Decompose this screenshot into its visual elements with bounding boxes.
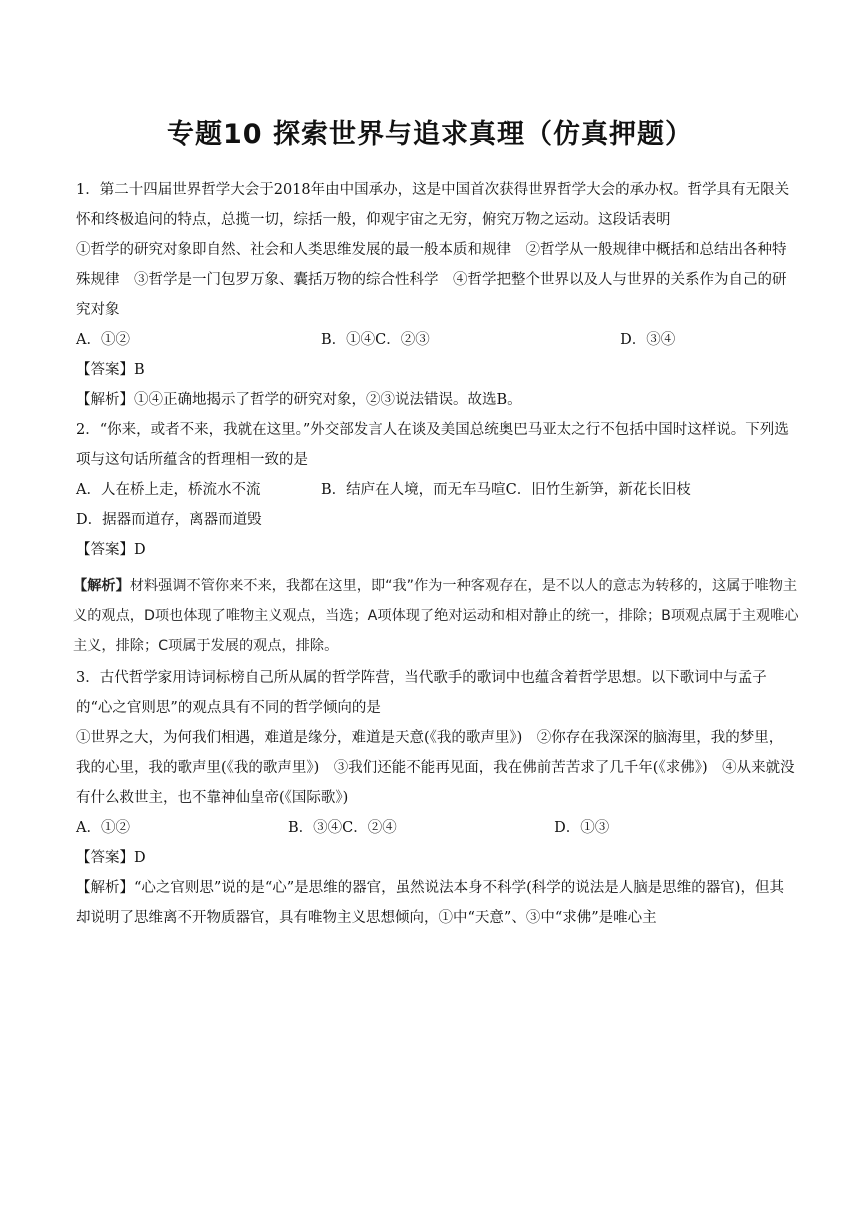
option-d: D．③④ <box>620 332 676 348</box>
analysis-label: 【解析】 <box>76 880 134 896</box>
analysis-label: 【解析】 <box>76 392 134 408</box>
option-a: A．①② <box>76 820 130 836</box>
options-list <box>76 813 796 843</box>
answer-label: 【答案】 <box>76 850 134 866</box>
option-a: A．人在桥上走，桥流水不流 <box>76 482 261 498</box>
option-a: A．①② <box>76 332 130 348</box>
option-b: B．结庐在人境，而无车马喧 <box>321 482 506 498</box>
answer-line <box>76 535 796 565</box>
analysis-text: ①④正确地揭示了哲学的研究对象，②③说法错误。故选B。 <box>134 392 522 408</box>
answer-value: B <box>134 362 145 378</box>
options-list <box>76 325 796 355</box>
analysis-image-block <box>73 571 803 661</box>
answer-value: D <box>134 542 146 558</box>
option-d: D．据器而道存，离器而道毁 <box>76 512 262 528</box>
answer-label: 【答案】 <box>76 362 134 378</box>
analysis-line <box>76 385 796 415</box>
options-list <box>76 475 796 535</box>
answer-line <box>76 843 796 873</box>
question-items: ①世界之大，为何我们相遇，难道是缘分，难道是天意(《我的歌声里》) ②你存在我深深的脑海里，我的梦里，我的心里，我的歌声里(《我的歌声里》) ③我们还能不能再见面，我在佛前苦苦求了几千年(《求佛》) ④从来就没有什么救世主，也不靠神仙皇帝(《国际歌》) <box>76 730 795 806</box>
question-2 <box>73 415 799 661</box>
question-stem: 3．古代哲学家用诗词标榜自己所从属的哲学阵营，当代歌手的歌词中也蕴含着哲学思想。以下歌词中与孟子的“心之官则思”的观点具有不同的哲学倾向的是 <box>76 670 767 716</box>
option-c: C．②④ <box>342 820 397 836</box>
page-title: 专题10 探索世界与追求真理（仿真押题） <box>167 119 693 150</box>
analysis-label: 【解析】 <box>73 578 130 594</box>
question-items: ①哲学的研究对象即自然、社会和人类思维发展的最一般本质和规律 ②哲学从一般规律中概括和总结出各种特殊规律 ③哲学是一门包罗万象、囊括万物的综合性科学 ④哲学把整个世界以及人与世界的关系作为自己的研究对象 <box>76 242 787 318</box>
answer-label: 【答案】 <box>76 542 134 558</box>
option-c: C．旧竹生新笋，新花长旧枝 <box>505 482 691 498</box>
analysis-text: 材料强调不管你来不来，我都在这里，即“我”作为一种客观存在，是不以人的意志为转移的，这属于唯物主义的观点，D项也体现了唯物主义观点，当选；A项体现了绝对运动和相对静止的统一，排除；B项观点属于主观唯心主义，排除；C项属于发展的观点，排除。 <box>73 578 799 654</box>
question-stem: 1．第二十四届世界哲学大会于2018年由中国承办，这是中国首次获得世界哲学大会的承办权。哲学具有无限关怀和终极追问的特点，总揽一切，综括一般，仰观宇宙之无穷，俯究万物之运动。这段话表明 <box>76 182 790 228</box>
option-b: B．①④ <box>321 332 376 348</box>
option-d: D．①③ <box>554 820 610 836</box>
option-b: B．③④ <box>288 820 343 836</box>
analysis-line <box>76 873 796 933</box>
document-body <box>73 175 799 933</box>
answer-line <box>76 355 796 385</box>
answer-value: D <box>134 850 146 866</box>
analysis-text: “心之官则思”说的是“心”是思维的器官，虽然说法本身不科学(科学的说法是人脑是思维的器官)，但其却说明了思维离不开物质器官，具有唯物主义思想倾向，①中“天意”、③中“求佛”是唯心主 <box>76 880 784 926</box>
question-1 <box>76 175 796 415</box>
question-stem: 2．“你来，或者不来，我就在这里。”外交部发言人在谈及美国总统奥巴马亚太之行不包括中国时这样说。下列选项与这句话所蕴含的哲理相一致的是 <box>76 422 789 468</box>
option-c: C．②③ <box>375 332 430 348</box>
question-3 <box>76 663 796 933</box>
